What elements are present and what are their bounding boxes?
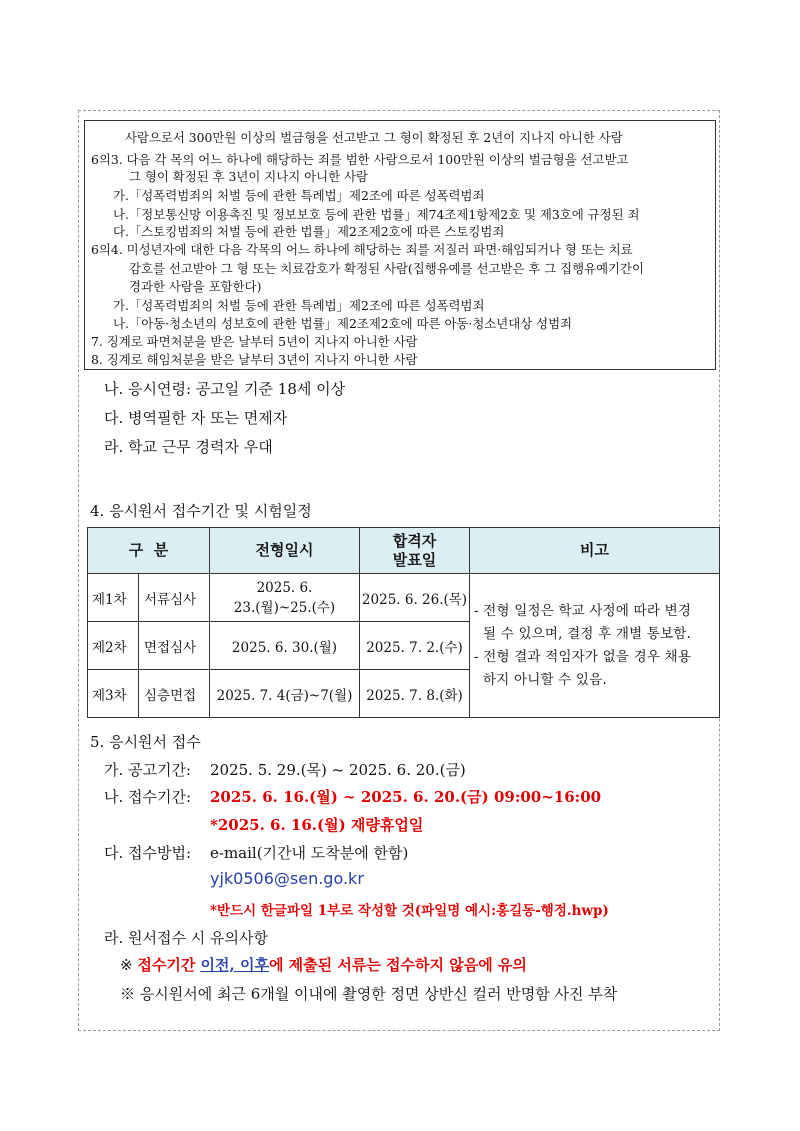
header-category: 구 분 [88,528,210,574]
caution-1-highlight: 이전, 이후 [200,956,269,974]
notice-period-label: 가. 공고기간: [104,761,192,779]
box-line: 경과한 사람을 포함한다) [129,279,262,294]
caution-1 [120,954,527,975]
requirement-military: 다. 병역필한 자 또는 면제자 [104,409,288,427]
header-note: 비고 [470,528,720,574]
note-cell [470,574,720,718]
caution-1-text-b: 에 제출된 서류는 접수하지 않음에 유의 [268,956,527,974]
caution-2: ※ 응시원서에 최근 6개월 이내에 촬영한 정면 상반신 컬러 반명함 사진 부착 [120,985,618,1003]
box-line: 7. 징계로 파면처분을 받은 날부터 5년이 지나지 아니한 사람 [91,334,418,349]
note-line: - 전형 결과 적임자가 없을 경우 채용 [474,648,692,665]
notice-period-value: 2025. 5. 29.(목) ~ 2025. 6. 20.(금) [210,761,466,779]
stage-cell [88,670,210,718]
method-label: 다. 접수방법: [104,844,192,862]
requirement-age: 나. 응시연령: 공고일 기준 18세 이상 [104,380,346,398]
method-value: e-mail(기간내 도착분에 한함) [210,844,409,862]
email-link[interactable]: yjk0506@sen.go.kr [210,869,364,888]
box-line: 6의3. 다음 각 목의 어느 하나에 해당하는 죄를 범한 사람으로서 100만원 이상의 벌금형을 선고받고 [91,152,629,167]
header-date: 전형일시 [210,528,360,574]
receipt-period-value: 2025. 6. 16.(월) ~ 2025. 6. 20.(금) 09:00~16:00 [210,788,602,806]
requirement-preference: 라. 학교 근무 경력자 우대 [104,438,273,456]
announce-cell: 2025. 7. 2.(수) [360,622,470,670]
file-format-note: *반드시 한글파일 1부로 작성할 것(파일명 예시:홍길동-행정.hwp) [210,903,609,919]
caution-1-mark: ※ [120,956,138,974]
box-line: 감호를 선고받아 그 형 또는 치료감호가 확정된 사람(집행유예를 선고받은 후 그 집행유예기간이 [129,261,644,276]
date-cell: 2025. 7. 4(금)~7(월) [210,670,360,718]
receipt-holiday-note: *2025. 6. 16.(월) 재량휴업일 [210,816,424,834]
box-line: 나.「아동·청소년의 성보호에 관한 법률」제2조제2호에 따른 아동·청소년대상 성범죄 [113,316,573,331]
note-line: - 전형 일정은 학교 사정에 따라 변경 [474,602,692,619]
date-line2: 23.(월)~25.(수) [233,599,336,616]
box-line: 사람으로서 300만원 이상의 벌금형을 선고받고 그 형이 확정된 후 2년이 지나지 아니한 사람 [125,130,623,145]
stage-label: 제1차 [92,591,127,608]
stage-label: 제2차 [92,639,127,656]
table-header-row [88,528,720,574]
receipt-period-label: 나. 접수기간: [104,788,192,806]
section5-title: 5. 응시원서 접수 [90,733,201,751]
announce-cell: 2025. 7. 8.(화) [360,670,470,718]
box-line: 다.「스토킹범죄의 처벌 등에 관한 법률」제2조제2호에 따른 스토킹범죄 [113,224,505,239]
header-announce [360,528,470,574]
date-cell: 2025. 6. 30.(월) [210,622,360,670]
box-line: 그 형이 확정된 후 3년이 지나지 아니한 사람 [129,169,368,184]
stage-label: 제3차 [92,687,127,704]
schedule-table [87,527,720,718]
disqualification-box [84,120,716,370]
date-cell [210,574,360,622]
stage-cell [88,574,210,622]
stage-type: 심층면접 [144,688,197,704]
box-line: 가.「성폭력범죄의 처벌 등에 관한 특례법」제2조에 따른 성폭력범죄 [113,188,485,203]
date-line1: 2025. 6. [256,579,313,596]
header-announce-line2: 발표일 [392,550,437,569]
note-line: 하지 아니할 수 있음. [474,671,607,688]
box-line: 나.「정보통신망 이용촉진 및 정보보호 등에 관한 법률」제74조제1항제2호 및 제3호에 규정된 죄 [113,207,640,222]
stage-type: 면접심사 [144,640,197,656]
caution-1-text-a: 접수기간 [137,956,201,974]
box-line: 가.「성폭력범죄의 처벌 등에 관한 특례법」제2조에 따른 성폭력범죄 [113,298,485,313]
box-line: 6의4. 미성년자에 대한 다음 각목의 어느 하나에 해당하는 죄를 저질러 파면·해임되거나 형 또는 치료 [91,242,633,257]
header-announce-line1: 합격자 [392,531,437,550]
caution-title: 라. 원서접수 시 유의사항 [104,929,268,947]
announce-cell: 2025. 6. 26.(목) [360,574,470,622]
note-line: 될 수 있으며, 결정 후 개별 통보함. [474,625,692,642]
stage-type: 서류심사 [144,592,197,608]
stage-cell [88,622,210,670]
box-line: 8. 징계로 해임처분을 받은 날부터 3년이 지나지 아니한 사람 [91,352,418,367]
table-row [88,574,720,622]
section4-title: 4. 응시원서 접수기간 및 시험일정 [90,502,312,520]
